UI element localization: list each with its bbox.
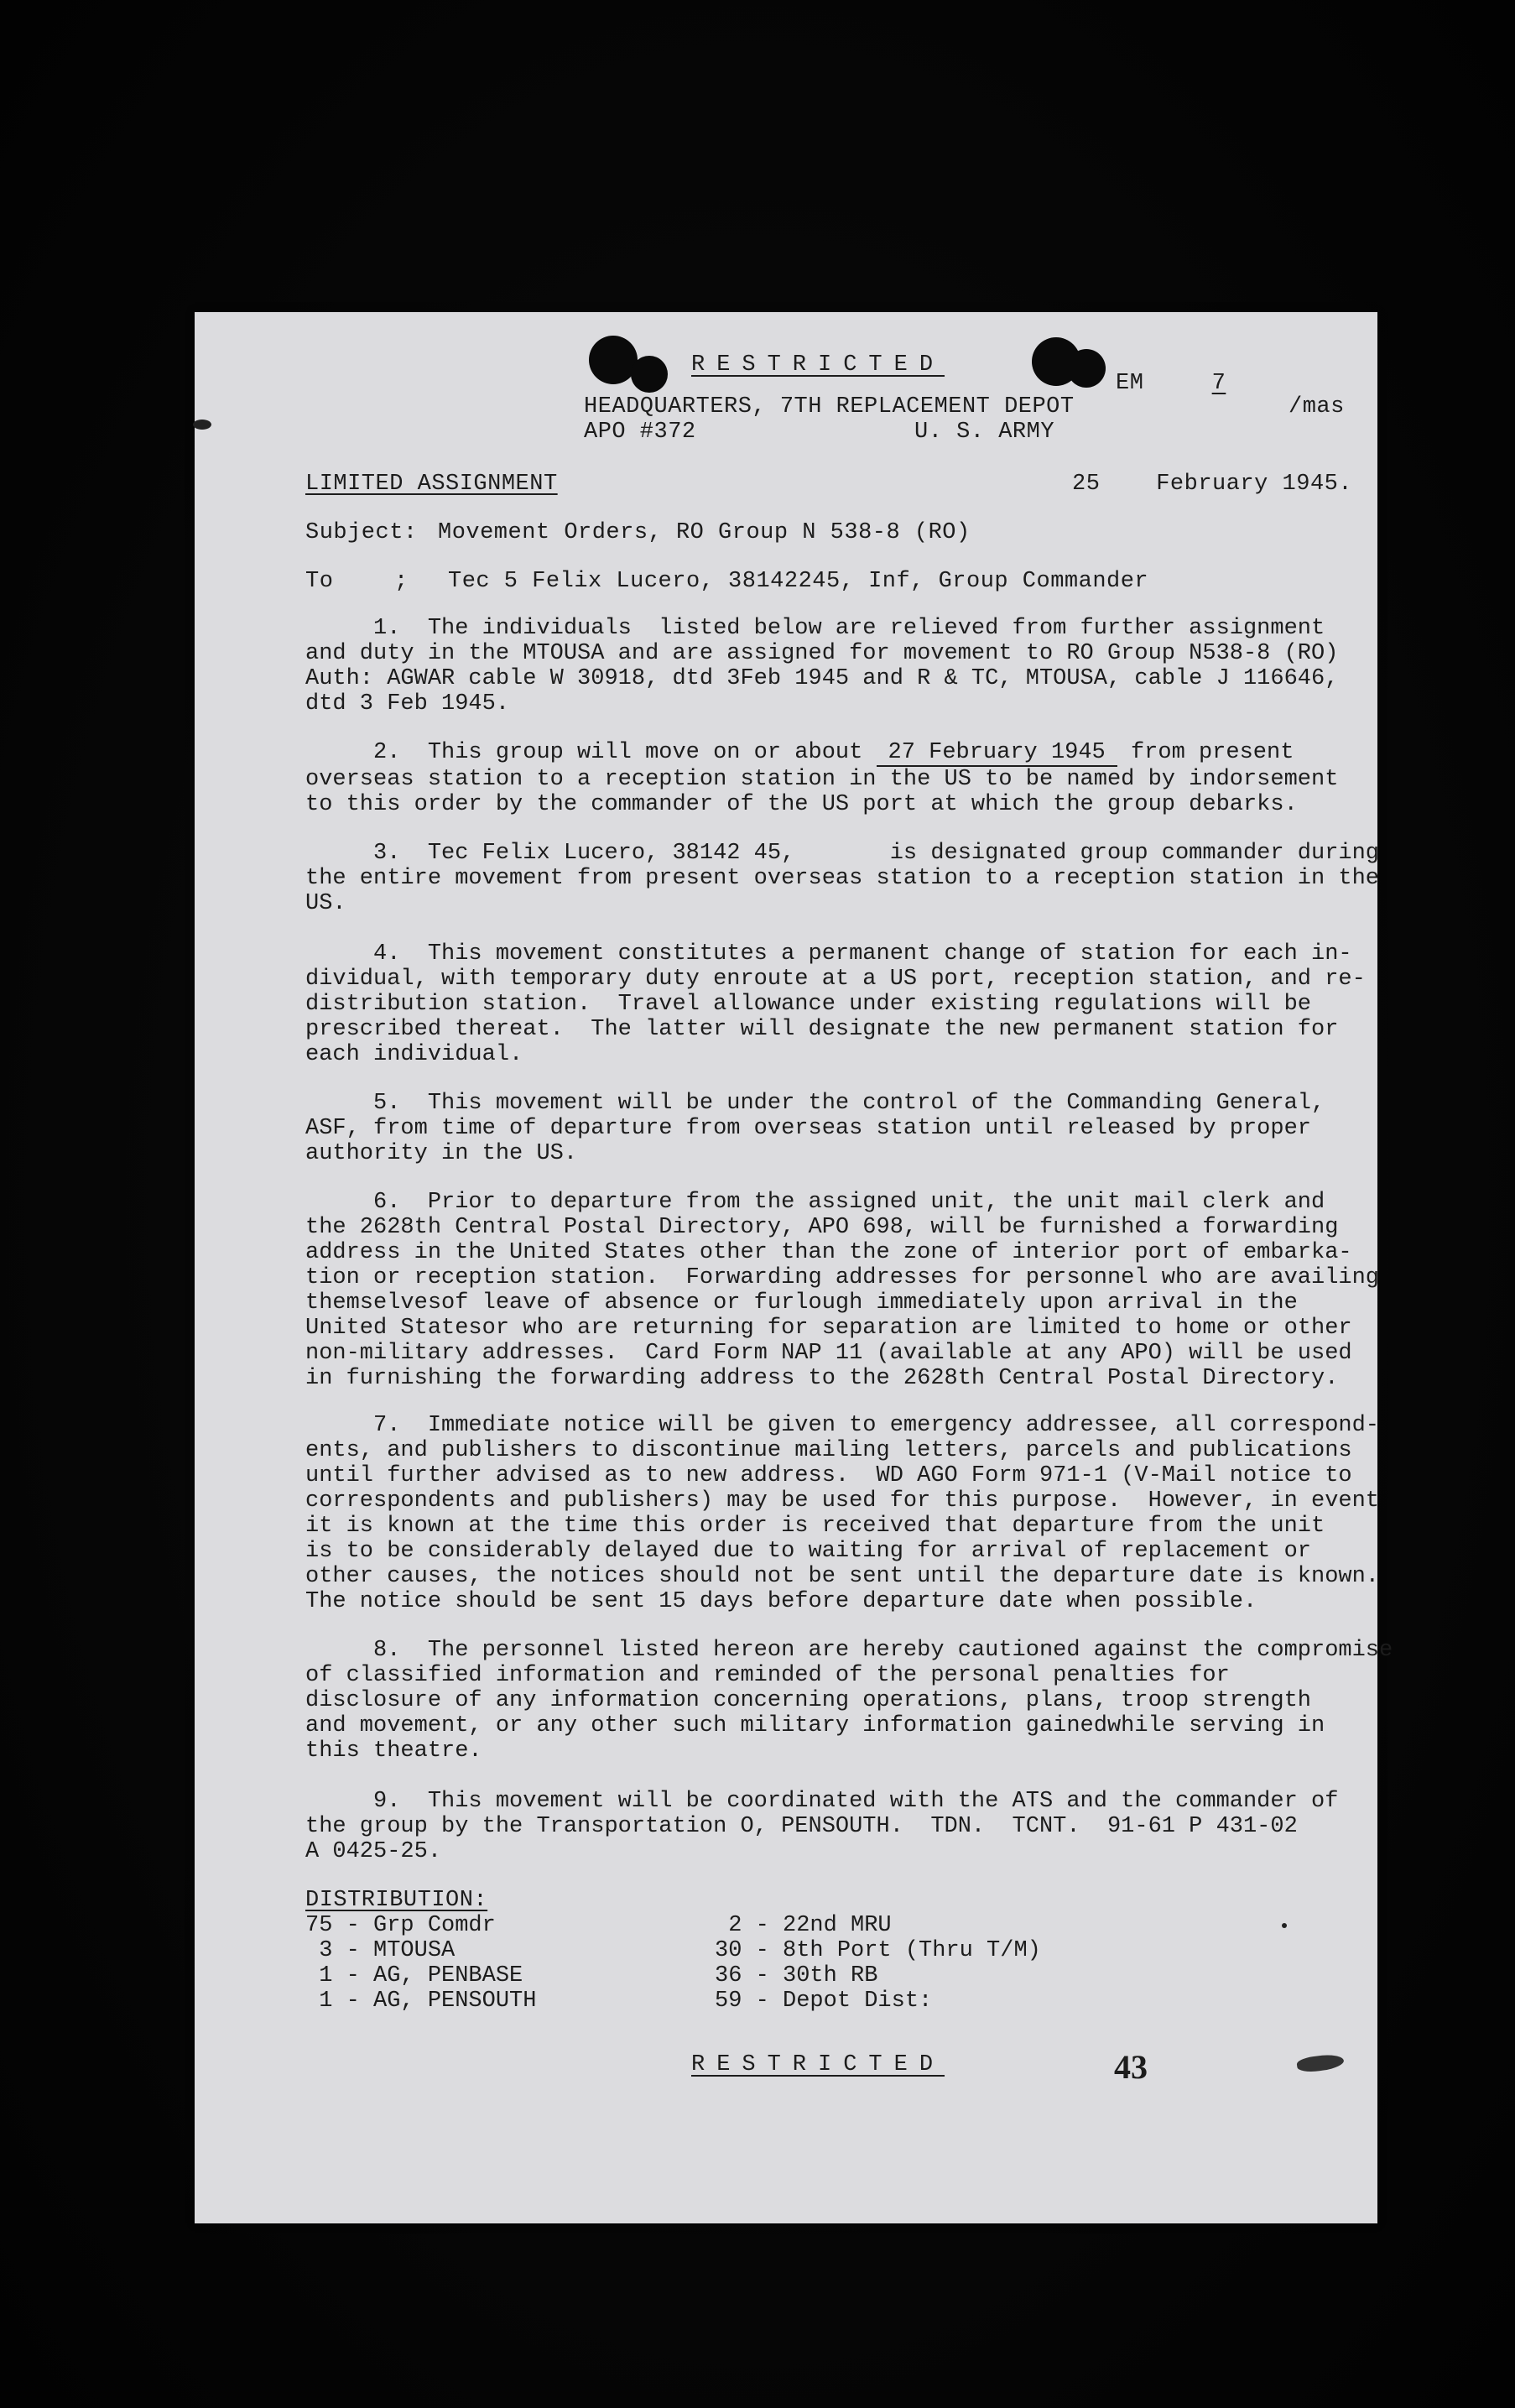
paragraph-line: A 0425-25. <box>305 1839 442 1864</box>
paragraph-line: the group by the Transportation O, PENSOUTH. TDN. TCNT. 91-61 P 431-02 <box>305 1814 1298 1839</box>
paragraph-line: themselvesof leave of absence or furlough immediately upon arrival in the <box>305 1290 1298 1316</box>
paragraph-line: disclosure of any information concerning operations, plans, troop strength <box>305 1688 1311 1713</box>
paragraph-line: Auth: AGWAR cable W 30918, dtd 3Feb 1945 and R & TC, MTOUSA, cable J 116646, <box>305 666 1339 691</box>
paragraph-line <box>305 740 1346 767</box>
paragraph-line: the 2628th Central Postal Directory, APO 698, will be furnished a forwarding <box>305 1215 1339 1240</box>
distribution-left-list <box>305 1913 536 2014</box>
subject-label: Subject: <box>305 520 418 545</box>
paragraph-line: and duty in the MTOUSA and are assigned for movement to RO Group N538-8 (RO) <box>305 641 1339 666</box>
paragraph-line: The notice should be sent 15 days before departure date when possible. <box>305 1589 1257 1614</box>
em-label: EM <box>1116 371 1144 396</box>
paragraph-line: non-military addresses. Card Form NAP 11 (available at any APO) will be used <box>305 1341 1352 1366</box>
paragraph-line: 9. This movement will be coordinated with the ATS and the commander of <box>305 1789 1339 1814</box>
paragraph-line: 3. Tec Felix Lucero, 38142 45, is designated group commander during <box>305 841 1380 866</box>
paragraph-line: it is known at the time this order is received that departure from the unit <box>305 1514 1325 1539</box>
distribution-right-list <box>715 1913 1041 2014</box>
paragraph-line: in furnishing the forwarding address to the 2628th Central Postal Directory. <box>305 1366 1339 1391</box>
to-label: To <box>305 569 334 594</box>
paragraph-line: 6. Prior to departure from the assigned unit, the unit mail clerk and <box>305 1190 1325 1215</box>
paragraph-line: address in the United States other than the zone of interior port of embarka- <box>305 1240 1352 1265</box>
paragraph-2 <box>305 740 1346 817</box>
restricted-footer: RESTRICTED <box>691 2052 945 2077</box>
distribution-entry: 75 - Grp Comdr <box>305 1913 496 1938</box>
distribution-entry: 1 - AG, PENBASE <box>305 1963 523 1988</box>
to-text: Tec 5 Felix Lucero, 38142245, Inf, Group Commander <box>448 569 1149 594</box>
paragraph-line: is to be considerably delayed due to waiting for arrival of replacement or <box>305 1539 1311 1564</box>
paragraph-line: to this order by the commander of the US port at which the group debarks. <box>305 792 1298 817</box>
paragraph-line: each individual. <box>305 1042 523 1067</box>
paragraph-9 <box>305 1789 1346 1864</box>
paragraph-line: ASF, from time of departure from overseas station until released by proper <box>305 1116 1311 1141</box>
paragraph-line: this theatre. <box>305 1738 482 1764</box>
army-line: U. S. ARMY <box>914 420 1055 445</box>
ink-speck <box>1282 1923 1287 1928</box>
paragraph-line: the entire movement from present overseas station to a reception station in the <box>305 866 1380 891</box>
assignment-type: LIMITED ASSIGNMENT <box>305 472 558 497</box>
mas-label: /mas <box>1289 394 1345 420</box>
paragraph-line: 5. This movement will be under the control of the Commanding General, <box>305 1091 1325 1116</box>
paragraph-5 <box>305 1091 1346 1166</box>
document-page <box>195 312 1393 2223</box>
distribution-entry: 1 - AG, PENSOUTH <box>305 1988 537 2014</box>
punch-hole-right-2 <box>1067 349 1106 388</box>
paragraph-line: US. <box>305 891 346 916</box>
distribution-heading: DISTRIBUTION: <box>305 1888 488 1913</box>
paragraph-line: 4. This movement constitutes a permanent change of station for each in- <box>305 941 1352 967</box>
headquarters-line: HEADQUARTERS, 7TH REPLACEMENT DEPOT <box>584 394 1075 420</box>
paragraph-line: overseas station to a reception station in the US to be named by indorsement <box>305 767 1339 792</box>
paragraph-line: ents, and publishers to discontinue mailing letters, parcels and publications <box>305 1438 1352 1463</box>
distribution-entry: 59 - Depot Dist: <box>715 1988 933 2014</box>
p2-suffix: from present <box>1117 740 1294 765</box>
paragraph-line: 7. Immediate notice will be given to emergency addressee, all correspond- <box>305 1413 1380 1438</box>
subject-text: Movement Orders, RO Group N 538-8 (RO) <box>438 520 971 545</box>
paragraph-line: tion or reception station. Forwarding addresses for personnel who are availing <box>305 1265 1380 1290</box>
paragraph-7 <box>305 1413 1380 1614</box>
distribution-entry: 3 - MTOUSA <box>305 1938 456 1963</box>
departure-date: 27 February 1945 <box>877 740 1117 767</box>
apo-line: APO #372 <box>584 420 696 445</box>
paragraph-line: of classified information and reminded of the personal penalties for <box>305 1663 1230 1688</box>
to-separator: ; <box>394 569 409 594</box>
paragraph-line: United Statesor who are returning for separation are limited to home or other <box>305 1316 1352 1341</box>
paragraph-line: dividual, with temporary duty enroute at a US port, reception station, and re- <box>305 967 1366 992</box>
restricted-header: RESTRICTED <box>691 352 945 378</box>
paragraph-line: 1. The individuals listed below are relieved from further assignment <box>305 616 1325 641</box>
paragraph-line: other causes, the notices should not be sent until the departure date is known. <box>305 1564 1380 1589</box>
distribution-entry: 2 - 22nd MRU <box>715 1913 892 1938</box>
p2-prefix: 2. This group will move on or about <box>305 740 877 765</box>
paragraph-line: distribution station. Travel allowance under existing regulations will be <box>305 992 1311 1017</box>
distribution-entry: 36 - 30th RB <box>715 1963 878 1988</box>
paragraph-line: until further advised as to new address. WD AGO Form 971-1 (V-Mail notice to <box>305 1463 1352 1488</box>
paragraph-4 <box>305 941 1366 1067</box>
paragraph-line: correspondents and publishers) may be used for this purpose. However, in event <box>305 1488 1380 1514</box>
em-number: 7 <box>1211 371 1226 396</box>
paragraph-8 <box>305 1638 1393 1764</box>
paragraph-3 <box>305 841 1380 916</box>
paragraph-line: 8. The personnel listed hereon are hereby cautioned against the compromise <box>305 1638 1393 1663</box>
paragraph-line: and movement, or any other such military information gainedwhile serving in <box>305 1713 1325 1738</box>
distribution-entry: 30 - 8th Port (Thru T/M) <box>715 1938 1041 1963</box>
order-date: 25 February 1945. <box>1072 472 1353 497</box>
punch-hole-left-2 <box>631 356 668 393</box>
paragraph-line: prescribed thereat. The latter will designate the new permanent station for <box>305 1017 1339 1042</box>
paragraph-line: authority in the US. <box>305 1141 578 1166</box>
ink-speck <box>193 420 211 430</box>
page-number: 43 <box>1114 2048 1148 2086</box>
paragraph-6 <box>305 1190 1380 1391</box>
ink-blot-mark <box>1296 2052 1345 2074</box>
paragraph-line: dtd 3 Feb 1945. <box>305 691 510 717</box>
paragraph-1 <box>305 616 1346 717</box>
